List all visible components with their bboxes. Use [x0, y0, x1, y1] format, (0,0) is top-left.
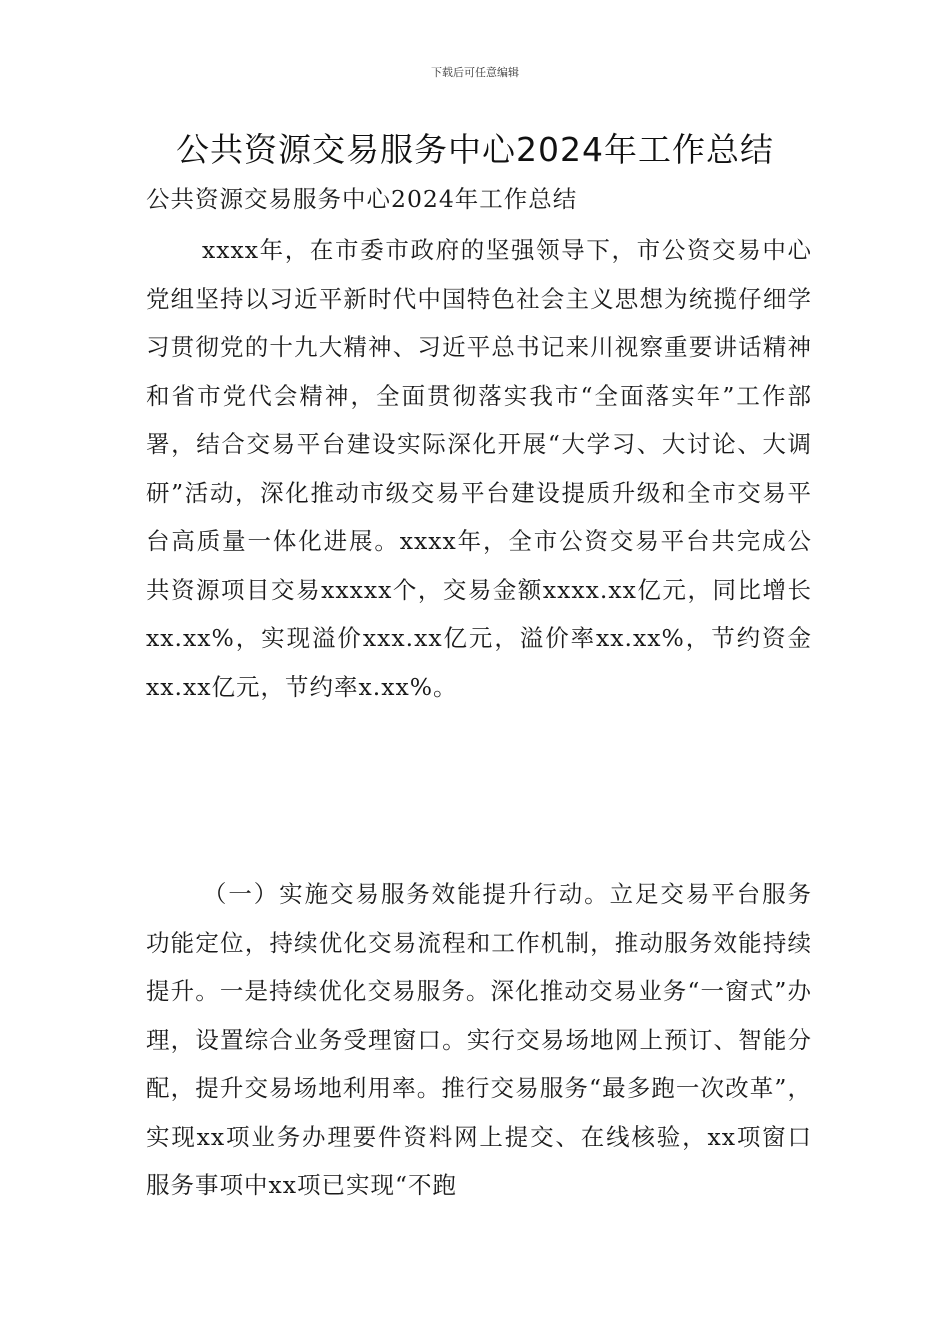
- document-subtitle: 公共资源交易服务中心2024年工作总结: [146, 185, 578, 213]
- header-note: 下载后可任意编辑: [431, 66, 519, 79]
- document-title: 公共资源交易服务中心2024年工作总结: [176, 130, 774, 169]
- paragraph-intro: [146, 226, 812, 711]
- paragraph-section-one: [146, 870, 812, 1210]
- paragraph-text: xxxx年，在市委市政府的坚强领导下，市公资交易中心党组坚持以习近平新时代中国特色社会主义思想为统揽仔细学习贯彻党的十九大精神、习近平总书记来川视察重要讲话精神和省市党代会精神，全面贯彻落实我市“全面落实年”工作部署，结合交易平台建设实际深化开展“大学习、大讨论、大调研”活动，深化推动市级交易平台建设提质升级和全市交易平台高质量一体化进展。xxxx年，全市公资交易平台共完成公共资源项目交易xxxxx个，交易金额xxxx.xx亿元，同比增长xx.xx%，实现溢价xxx.xx亿元，溢价率xx.xx%，节约资金xx.xx亿元，节约率x.xx%。: [146, 236, 812, 701]
- paragraph-text: （一）实施交易服务效能提升行动。立足交易平台服务功能定位，持续优化交易流程和工作机制，推动服务效能持续提升。一是持续优化交易服务。深化推动交易业务“一窗式”办理，设置综合业务受理窗口。实行交易场地网上预订、智能分配，提升交易场地利用率。推行交易服务“最多跑一次改革”，实现xx项业务办理要件资料网上提交、在线核验，xx项窗口服务事项中xx项已实现“不跑: [146, 880, 812, 1199]
